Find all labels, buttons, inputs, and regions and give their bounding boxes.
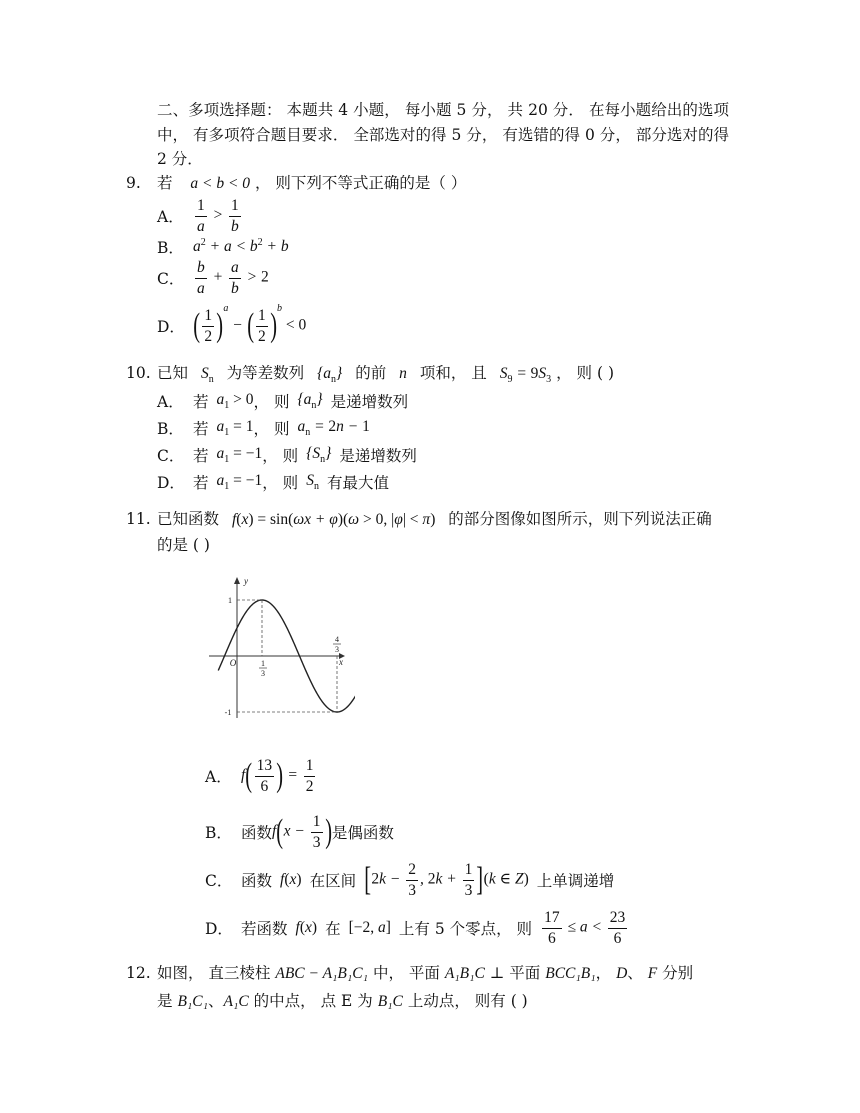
y-tick-neg1: -1	[224, 708, 232, 717]
option-10a[interactable]: A． 若 $a_1 > 0$ ， 则 $\{a_n\}$ 是递增数列	[157, 390, 409, 412]
option-9b[interactable]: B． $a^2 + a < b^2 + b$	[157, 237, 289, 257]
question-12-stem-line2	[157, 990, 737, 1013]
option-11d[interactable]: D． 若函数 f(x) 在 [−2, a] 上有 5 个零点， 则 $\frac{17}{6}$ ≤ a < $\frac{23}{6}$	[205, 909, 626, 947]
text-segment: ⊥ 平面	[484, 964, 546, 982]
math-term: ABC − A₁B₁C₁	[275, 965, 369, 982]
question-number: 9.	[126, 174, 141, 192]
option-formula: $\frac{1}{a}$ > $\frac{1}{b}$	[197, 197, 239, 235]
math-term: A₁C	[223, 993, 249, 1010]
math-term: F	[647, 965, 658, 982]
math-term: A₁B₁C	[444, 965, 485, 982]
text-segment: 如图， 直三棱柱	[157, 964, 276, 982]
option-formula: ( $\frac{1}{2}$ )$^a$ − ( $\frac{1}{2}$ )$^b$ < 0	[193, 303, 307, 345]
question-10-stem: 10. 已知 $S_n$ 为等差数列 $\{a_n\}$ 的前 n 项和， 且 $S_9 = 9S_3$ ， 则 ( )	[126, 364, 614, 386]
question-number: 12.	[126, 964, 151, 982]
option-9c[interactable]: C． $\frac{b}{a}$ + $\frac{a}{b}$ > 2	[157, 259, 269, 297]
text-segment: 是	[157, 992, 178, 1010]
condition-formula: a < b < 0	[190, 175, 251, 192]
option-formula: $\frac{b}{a}$ + $\frac{a}{b}$ > 2	[197, 259, 269, 297]
question-number: 10.	[126, 364, 151, 382]
x-tick-43-num: 4	[334, 635, 339, 644]
math-term: B₁C	[377, 993, 403, 1010]
x-axis-label: x	[339, 657, 343, 667]
option-11a[interactable]: A． f( $\frac{13}{6}$ ) = $\frac{1}{2}$	[205, 754, 317, 798]
math-term: D	[616, 965, 628, 982]
question-11-stem: 11. 已知函数 f(x) = sin(ωx + φ)(ω > 0, |φ| < π) 的部分图像如图所示，则下列说法正确	[126, 510, 712, 528]
x-tick-third-num: 1	[260, 659, 265, 668]
text-segment: ，	[595, 964, 617, 982]
x-tick-43-den: 3	[334, 645, 339, 654]
option-11b[interactable]: B． 函数 f(x − $\frac{1}{3}$ ) 是偶函数	[205, 813, 394, 851]
question-12-stem	[126, 962, 737, 985]
option-9a[interactable]: A． $\frac{1}{a}$ > $\frac{1}{b}$	[157, 196, 243, 236]
y-axis-label: y	[244, 576, 248, 586]
text-segment: 上动点， 则有 ( )	[402, 992, 528, 1010]
option-formula: $a^2 + a < b^2 + b$	[193, 237, 289, 256]
text-segment: 分别	[657, 964, 694, 982]
option-11c[interactable]: C． 函数 f(x) 在区间 [2k − $\frac{2}{3}$ , 2k + $\frac{1}{3}$ ](k ∈ Z) 上单调递增	[205, 861, 615, 899]
y-tick-1: 1	[228, 596, 232, 605]
text-segment: 、	[208, 992, 224, 1010]
math-term: B₁C₁	[177, 993, 209, 1010]
math-term: BCC₁B₁	[545, 965, 596, 982]
option-10d[interactable]: D． 若 $a_1 = -1$ ， 则 $S_n$ 有最大值	[157, 471, 389, 493]
question-11-stem-line2: 的是 ( )	[157, 536, 210, 554]
sine-graph	[205, 572, 355, 722]
option-10b[interactable]: B． 若 $a_1 = 1$ ， 则 $a_n = 2n - 1$	[157, 417, 370, 439]
question-9-stem: 9. 若 a < b < 0 ， 则下列不等式正确的是（ ）	[126, 174, 467, 192]
question-number: 11.	[126, 510, 151, 528]
section-intro: 二、多项选择题： 本题共 4 小题， 每小题 5 分， 共 20 分． 在每小题给出的选项中， 有多项符合题目要求． 全部选对的得 5 分， 有选错的得 0 分， 部分选对的得 2 分．	[157, 101, 729, 168]
text-segment: 、	[627, 964, 648, 982]
origin-label: O	[229, 658, 237, 668]
text-segment: 中， 平面	[368, 964, 445, 982]
x-tick-third-den: 3	[260, 669, 265, 678]
y-axis-arrow	[234, 577, 240, 584]
option-9d[interactable]: D． ( $\frac{1}{2}$ )$^a$ − ( $\frac{1}{2}$ )$^b$ < 0	[157, 303, 307, 345]
text-segment: 的中点， 点 E 为	[248, 992, 378, 1010]
option-10c[interactable]: C． 若 $a_1 = -1$ ， 则 $\{S_n\}$ 是递增数列	[157, 444, 417, 466]
option-formula: f( $\frac{13}{6}$ ) = $\frac{1}{2}$	[241, 757, 314, 795]
